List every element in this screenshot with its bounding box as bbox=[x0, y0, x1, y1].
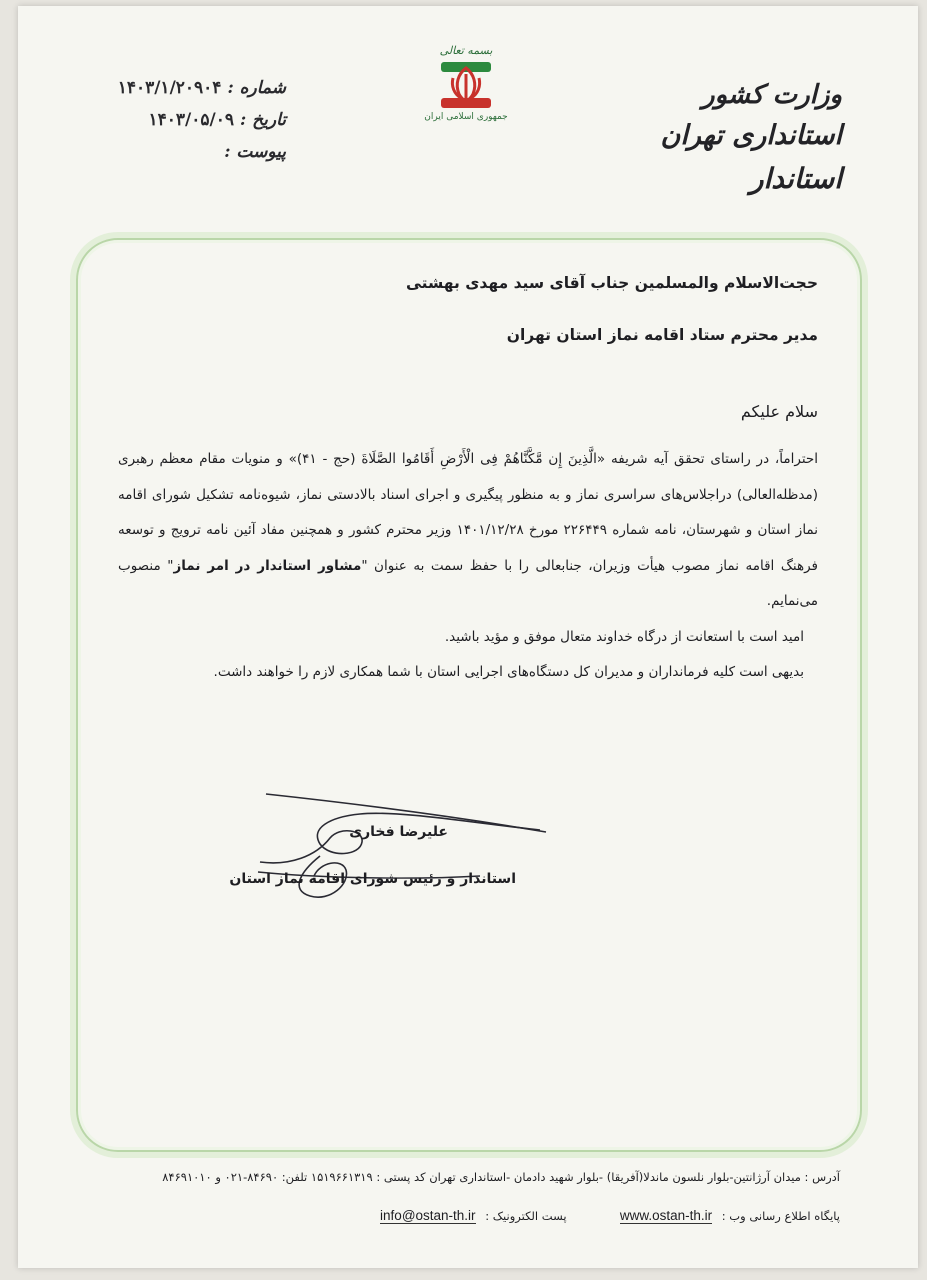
governorate-name: استانداری تهران bbox=[660, 120, 842, 151]
addressee-name: حجت‌الاسلام والمسلمین جناب آقای سید مهدی بهشتی bbox=[405, 274, 818, 292]
bismillah-text: بسمه تعالی bbox=[439, 44, 493, 57]
paragraph-appointment-text: احتراماً، در راستای تحقق آیه شریفه «الَّذِینَ إِن مَّکَّنَّاهُمْ فِی الْأَرْضِ أَقَامُوا الصَّلَاةَ (حج - ۴۱)» و منویات مقام معظم رهبری (مدظله‌العالی) دراجلاس‌های سراسری نماز و به منظور پیگیری و اجرای اسناد بالادستی نماز، شیوه‌نامه تشکیل شورای اقامه نماز استان و شهرستان، نامه شماره ۲۲۶۴۴۹ مورخ ۱۴۰۱/۱۲/۲۸ وزیر محترم کشور و همچنین مفاد آئین نامه ترویج و توسعه فرهنگ اقامه نماز مصوب هیأت وزیران، جنابعالی را با حفظ سمت به عنوان " bbox=[118, 451, 818, 574]
issuer-block bbox=[642, 78, 842, 198]
ministry-name: وزارت کشور bbox=[702, 80, 842, 110]
letter-date-label: تاریخ : bbox=[239, 110, 286, 130]
letter-number-value: ۱۴۰۳/۱/۲۰۹۰۴ bbox=[117, 78, 222, 98]
signature-drawing bbox=[250, 786, 550, 906]
footer-address: آدرس : میدان آرژانتین-بلوار نلسون ماندلا(آفریقا) -بلوار شهید دادمان -استانداری تهران کد پستی : ۱۵۱۹۶۶۱۳۱۹ تلفن: ۸۴۶۹۰-۰۲۱ و ۸۴۶۹۱۰۱۰ bbox=[162, 1170, 840, 1184]
republic-name-text: جمهوری اسلامی ایران bbox=[424, 112, 508, 122]
greeting: سلام علیکم bbox=[740, 402, 818, 421]
signer-name: علیرضا فخاری bbox=[349, 824, 448, 840]
governor-office: استاندار bbox=[749, 162, 842, 195]
paragraph-appointment-end: " منصوب می‌نمایم. bbox=[118, 557, 818, 609]
attachment-row bbox=[86, 142, 286, 174]
iran-emblem-icon bbox=[439, 60, 493, 110]
letter-number-row bbox=[86, 78, 286, 110]
position-title: مشاور استاندار در امر نماز bbox=[173, 557, 362, 574]
letter-page bbox=[18, 6, 918, 1268]
paragraph-appointment bbox=[118, 442, 818, 620]
letter-date-row bbox=[86, 110, 286, 142]
website-link[interactable]: www.ostan-th.ir bbox=[619, 1208, 713, 1223]
attachment-label: پیوست : bbox=[224, 142, 286, 162]
paragraph-cooperation: بدیهی است کلیه فرمانداران و مدیران کل دستگاه‌های اجرایی استان با شما همکاری لازم را خواهند داشت. bbox=[213, 664, 804, 680]
letter-meta bbox=[86, 78, 286, 174]
emblem-block bbox=[401, 44, 531, 122]
footer-contact bbox=[374, 1208, 840, 1223]
signer-title: استاندار و رئیس شورای اقامه نماز استان bbox=[229, 871, 516, 887]
body-frame bbox=[76, 238, 862, 1152]
addressee-position: مدیر محترم ستاد اقامه نماز استان تهران bbox=[506, 326, 818, 344]
letter-date-value: ۱۴۰۳/۰۵/۰۹ bbox=[148, 110, 234, 130]
paragraph-wish: امید است با استعانت از درگاه خداوند متعال موفق و مؤید باشید. bbox=[444, 628, 804, 645]
email-label: پست الکترونیک : bbox=[485, 1209, 567, 1223]
email-link[interactable]: info@ostan-th.ir bbox=[380, 1208, 476, 1223]
letter-number-label: شماره : bbox=[227, 78, 286, 98]
website-label: پایگاه اطلاع رسانی وب : bbox=[721, 1209, 840, 1223]
letter-body bbox=[118, 442, 818, 691]
